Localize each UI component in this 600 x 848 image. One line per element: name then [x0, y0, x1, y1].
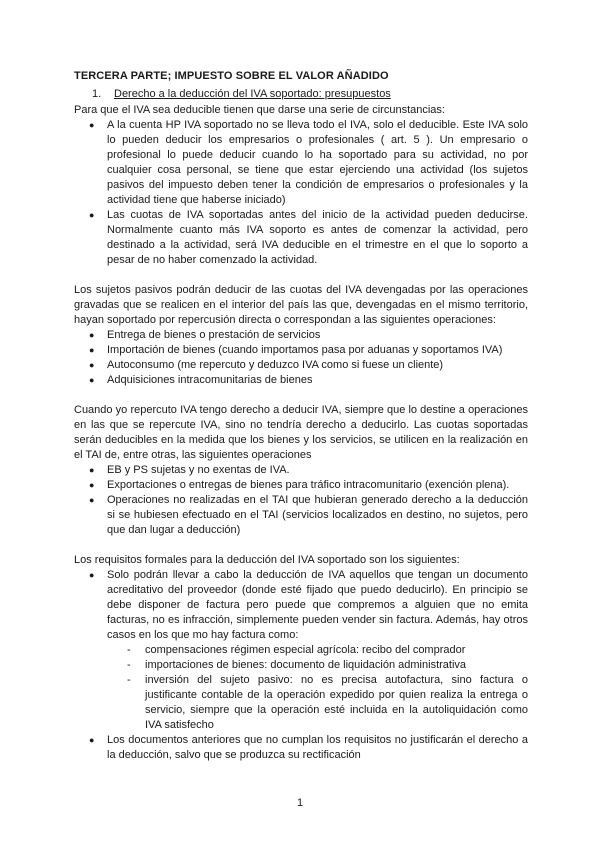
document-title: TERCERA PARTE; IMPUESTO SOBRE EL VALOR AÑADIDO: [74, 70, 389, 82]
list-item: ● Las cuotas de IVA soportadas antes del inicio de la actividad pueden deducirse. Normalmente cuanto más IVA soporto es antes de comenzar la actividad, pero destinado a la actividad, será IVA deducible en el trimestre en el que lo soporto a pesar de no haber comenzado la actividad.: [89, 209, 528, 266]
document-body: [74, 69, 528, 763]
deduction-paragraph: Los sujetos pasivos podrán deducir de las cuotas del IVA devengadas por las operaciones gravadas que se realicen en el interior del país las que, devengadas en el mismo territorio, hayan soportado por repercusión directa o correspondan a las siguientes operaciones:: [74, 284, 528, 326]
bullet-icon: ●: [89, 375, 95, 385]
section-number: 1.: [92, 88, 102, 100]
requirements-paragraph: Los requisitos formales para la deducción del IVA soportado son los siguientes:: [74, 554, 460, 566]
bullet-icon: ●: [89, 330, 95, 340]
document-types-list: [107, 643, 528, 733]
bullet-icon: ●: [89, 210, 95, 220]
list-item: - compensaciones régimen especial agrícola: recibo del comprador: [127, 644, 466, 656]
repercussion-paragraph: Cuando yo repercuto IVA tengo derecho a deducir IVA, siempre que lo destine a operaciones en las que se repercute IVA, sino no tendría derecho a deducirlo. Las cuotas soportadas serán deducibles en la medida que los bienes y los servicios, se utilicen en la realización en el TAI de, entre otras, las siguientes operaciones: [74, 404, 528, 461]
list-item: ● Autoconsumo (me repercuto y deduzco IVA como si fuese un cliente): [89, 359, 444, 371]
list-item: - inversión del sujeto pasivo: no es precisa autofactura, sino factura o justificante contable de la operación expedido por quien realiza la entrega o servicio, siempre que la operación esté incluida en la autoliquidación como IVA satisfecho: [127, 674, 528, 731]
bullet-icon: ●: [89, 495, 95, 505]
tai-operations-list: [74, 463, 528, 538]
circumstances-list: [74, 118, 528, 268]
list-item: ● Entrega de bienes o prestación de servicios: [89, 329, 321, 341]
page-number: 1: [296, 797, 304, 809]
section-title: Derecho a la deducción del IVA soportado: presupuestos: [114, 88, 391, 100]
list-item: ● EB y PS sujetas y no exentas de IVA.: [89, 464, 290, 476]
list-item: - importaciones de bienes: documento de liquidación administrativa: [127, 659, 467, 671]
bullet-icon: ●: [89, 480, 95, 490]
list-item: ● Operaciones no realizadas en el TAI que hubieran generado derecho a la deducción si se hubiesen efectuado en el TAI (servicios localizados en destino, no sujetos, pero que dan lugar a deducción): [89, 494, 528, 536]
requirements-list: [74, 568, 528, 763]
list-item: ● A la cuenta HP IVA soportado no se lleva todo el IVA, solo el deducible. Este IVA solo lo pueden deducir los empresarios o profesionales ( art. 5 ). Un empresario o profesional lo puede deducir cuando lo ha soportado para su actividad, no por cualquier cosa personal, se tiene que estar ejerciendo una actividad (los sujetos pasivos del impuesto deben tener la condición de empresarios o profesionales y la actividad tiene que haberse iniciado): [89, 119, 528, 206]
list-item: ● Solo podrán llevar a cabo la deducción de IVA aquellos que tengan un documento acreditativo del proveedor (donde esté fijado que puedo deducirlo). En principio se debe disponer de factura pero puede que compremos a alguien que no emita facturas, no es infracción, simplemente pueden vender sin factura. Además, hay otros casos en los que mo hay factura como: - compensaciones régimen especial agrícola: recibo del comprador - importaciones de bienes: documento de liquidación administrativa - inversión del sujeto pasivo: no es precisa autofactura, sino factura o justificante contable de la operación expedido por quien realiza la entrega o servicio, siempre que la operación esté incluida en la autoliquidación como IVA satisfecho: [89, 569, 528, 731]
list-item: ● Adquisiciones intracomunitarias de bienes: [89, 374, 313, 386]
bullet-icon: ●: [89, 570, 95, 580]
bullet-icon: ●: [89, 345, 95, 355]
bullet-icon: ●: [89, 120, 95, 130]
list-item: ● Los documentos anteriores que no cumplan los requisitos no justificarán el derecho a la deducción, salvo que se produzca su rectificación: [89, 734, 528, 761]
operations-list: [74, 328, 528, 388]
list-item: ● Importación de bienes (cuando importamos pasa por aduanas y soportamos IVA): [89, 344, 503, 356]
bullet-icon: ●: [89, 360, 95, 370]
dash-icon: -: [127, 659, 131, 671]
intro-paragraph: Para que el IVA sea deducible tienen que darse una serie de circunstancias:: [74, 104, 445, 116]
bullet-icon: ●: [89, 465, 95, 475]
bullet-icon: ●: [89, 735, 95, 745]
list-item: ● Exportaciones o entregas de bienes para tráfico intracomunitario (exención plena).: [89, 479, 510, 491]
section-heading: [92, 87, 528, 102]
dash-icon: -: [127, 674, 131, 686]
dash-icon: -: [127, 644, 131, 656]
